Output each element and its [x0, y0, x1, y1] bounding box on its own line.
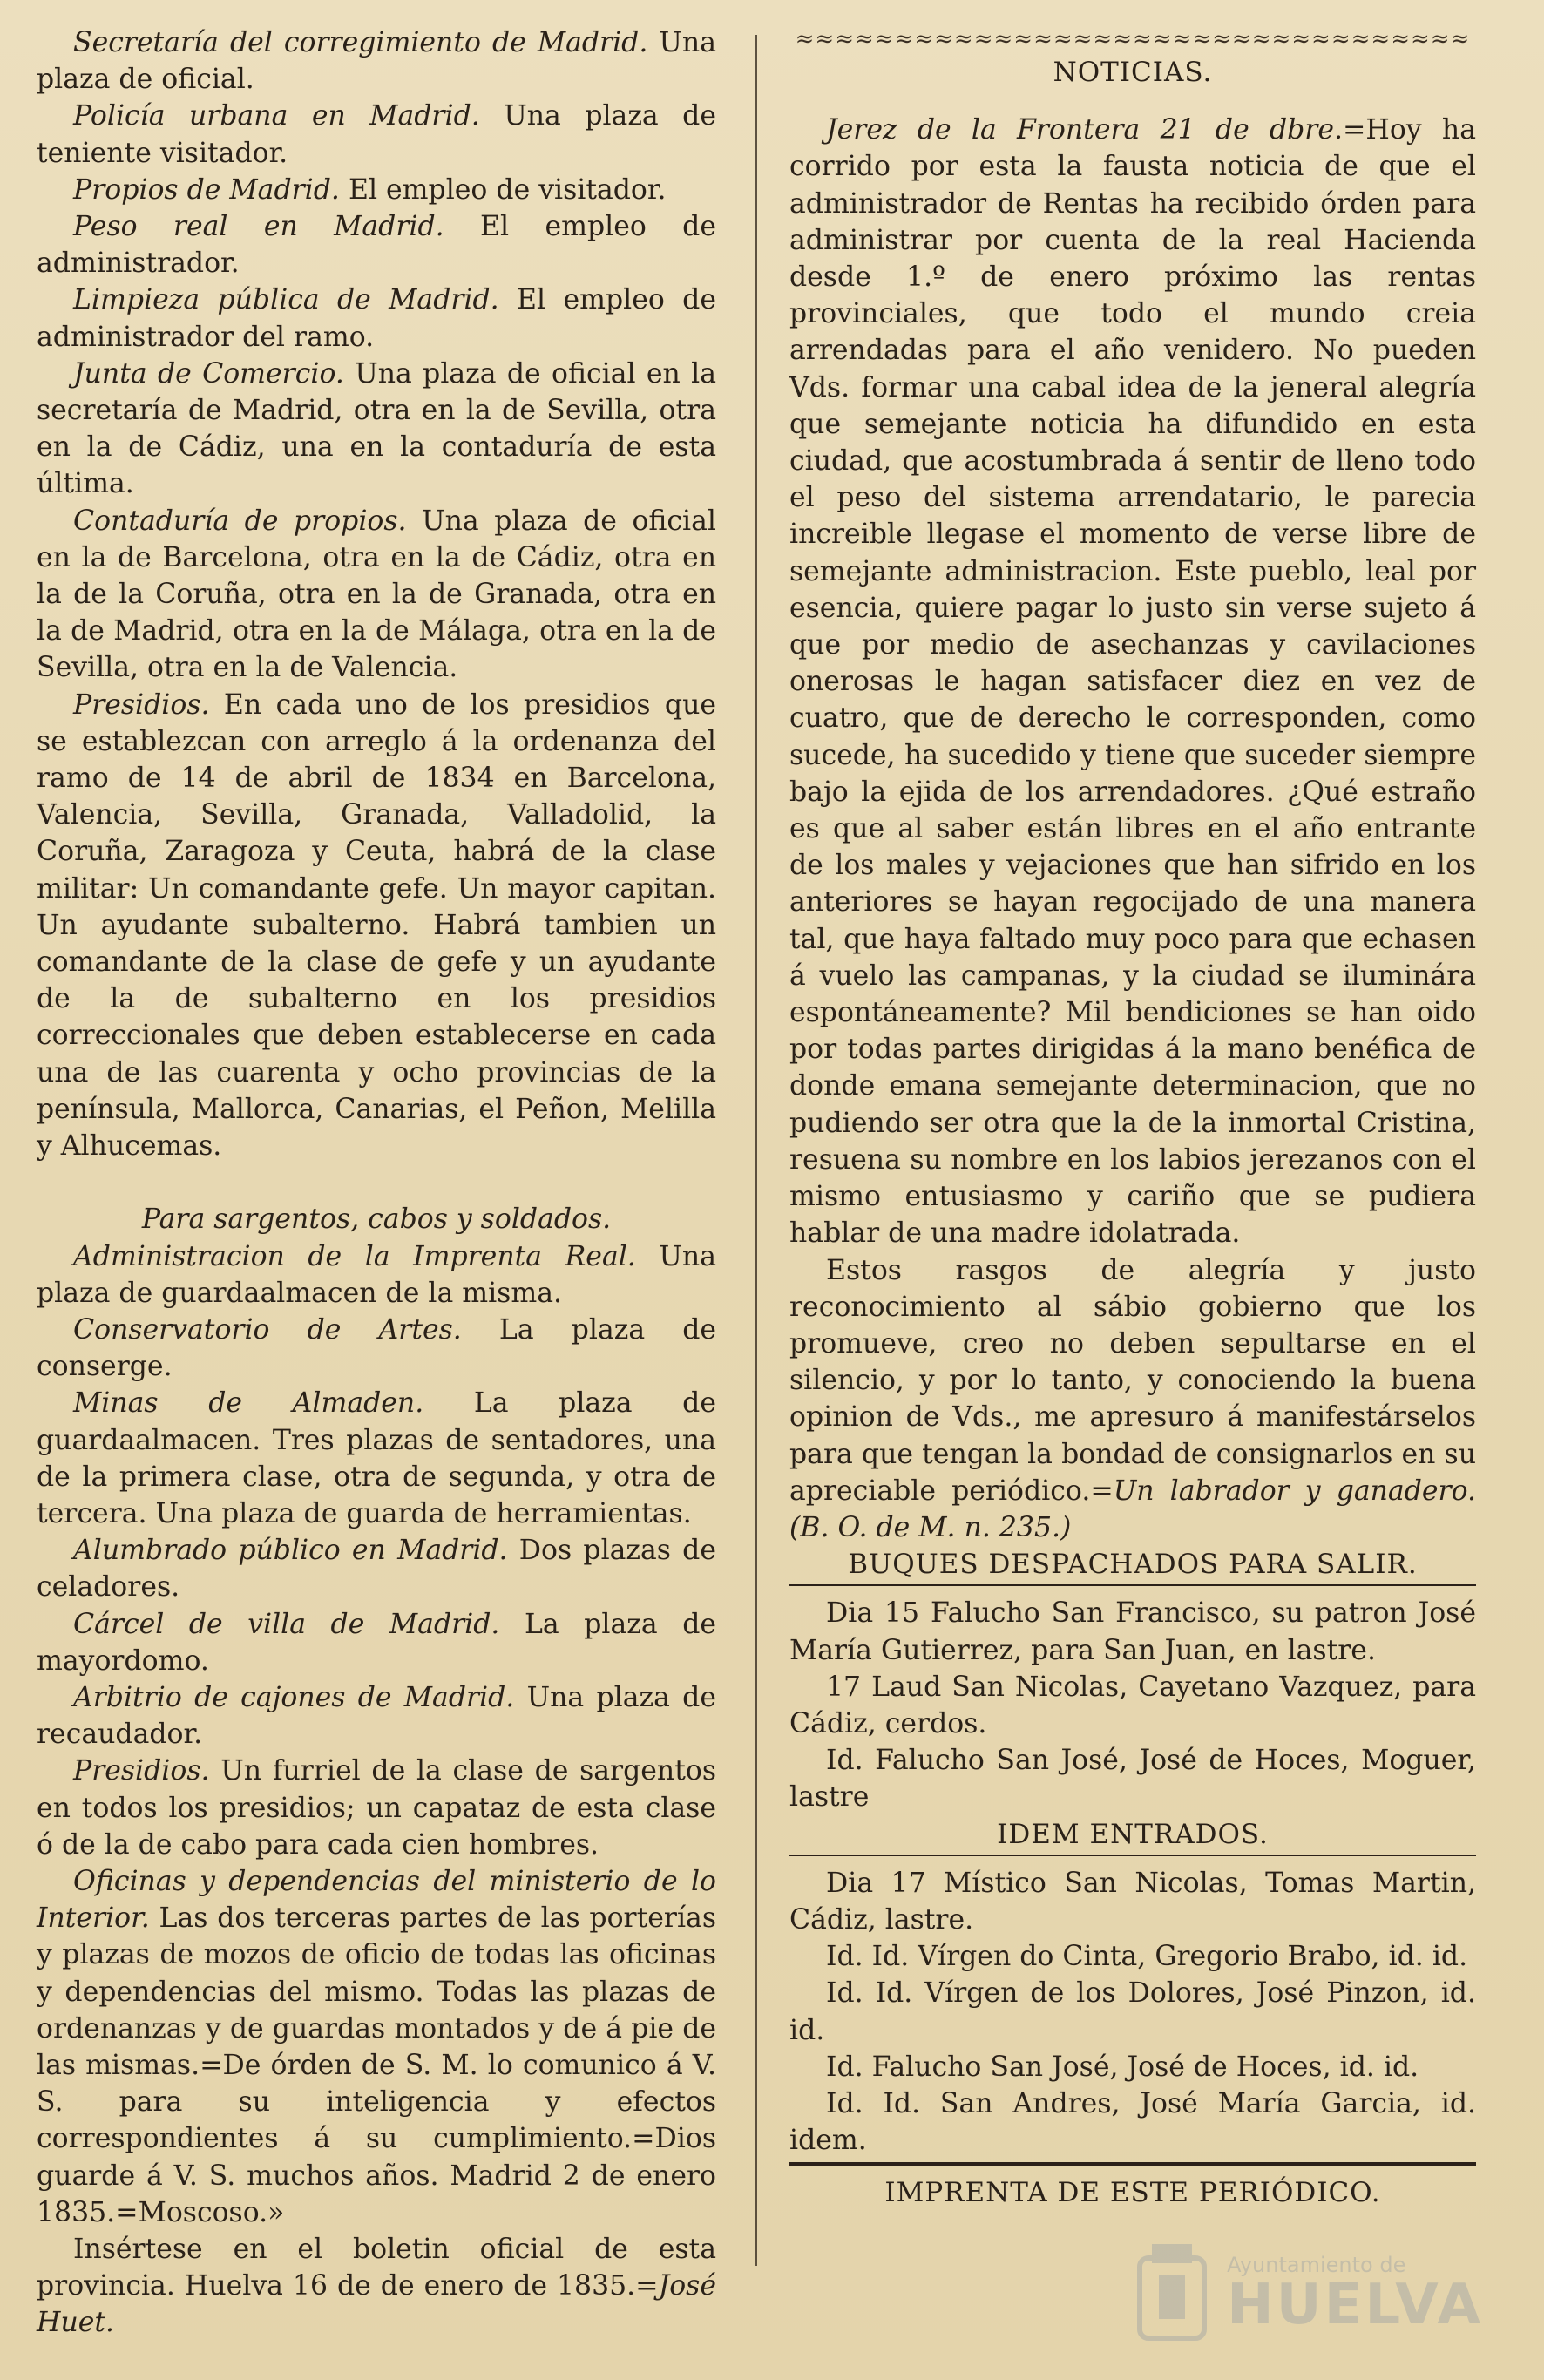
entry-presidios: [37, 687, 716, 1165]
entry-title: Junta de Comercio.: [73, 357, 344, 390]
column-divider: [755, 35, 757, 2266]
entry-title: Oficinas y dependencias del ministerio de lo Interior.: [37, 1865, 716, 1935]
ornamental-rule: ≈≈≈≈≈≈≈≈≈≈≈≈≈≈≈≈≈≈≈≈≈≈≈≈≈≈≈≈≈≈≈≈≈≈: [795, 26, 1471, 52]
entry-title: Minas de Almaden.: [73, 1387, 424, 1420]
ships-entered-heading: IDEM ENTRADOS.: [997, 1818, 1269, 1850]
entry-minas: [37, 1385, 716, 1532]
ship-entry: Id. Falucho San José, José de Hoces, Moguer, lastre: [789, 1745, 1476, 1814]
ship-entry: 17 Laud San Nicolas, Cayetano Vazquez, para Cádiz, cerdos.: [789, 1671, 1476, 1739]
entry-policia: [37, 98, 716, 171]
entry-text: La plaza de guardaalmacen. Tres plazas de sentadores, una de la primera clase, otra de segunda, y otra de tercera. Una plaza de guarda de herramientas.: [37, 1387, 716, 1529]
entry-title: Secretaría del corregimiento de Madrid.: [73, 27, 648, 58]
entry-text: Una plaza de recaudador.: [37, 1681, 716, 1751]
entry-text: El empleo de administrador del ramo.: [37, 284, 716, 353]
entry-text: El empleo de administrador.: [37, 211, 716, 280]
news-jerez: [789, 112, 1476, 1251]
noticias-heading: NOTICIAS.: [1053, 57, 1213, 88]
entry-text: Insértese en el boletin oficial de esta provincia. Huelva 16 de de enero de 1835.=: [37, 2233, 716, 2302]
news-text: Estos rasgos de alegría y justo reconocimiento al sábio gobierno que los promueve, creo no deben sepultarse en el silencio, y por lo tanto, y conociendo la buena opinion de Vds., me apresuro á manifestárselos para que tengan la bondad de consignarlos en su apreciable periódico.=: [789, 1254, 1476, 1507]
entry-text: Una plaza de oficial en la secretaría de Madrid, otra en la de Sevilla, otra en la de Cádiz, una en la contaduría de esta última.: [37, 357, 716, 500]
entry-title: Arbitrio de cajones de Madrid.: [73, 1681, 515, 1713]
entry-title: Policía urbana en Madrid.: [73, 100, 480, 132]
entry-text: Dos plazas de celadores.: [37, 1535, 716, 1604]
entry-text: Una plaza de oficial en la de Barcelona, otra en la de Cádiz, otra en la de la Coruña, otra en la de Granada, otra en la de Madrid, otra en la de Málaga, otra en la de Sevilla, otra en la de Valencia.: [37, 505, 716, 684]
watermark: [1133, 2241, 1483, 2345]
heading-rule: [789, 1855, 1476, 1856]
entry-imprenta-real: [37, 1238, 716, 1312]
ship-entry: Id. Id. Vírgen do Cinta, Gregorio Brabo, id. id.: [826, 1941, 1468, 1973]
entry-title: Alumbrado público en Madrid.: [73, 1535, 508, 1567]
ship-entry: Id. Id. San Andres, José María Garcia, id. idem.: [789, 2087, 1476, 2157]
left-column: [37, 24, 716, 2342]
ship-entry: Id. Id. Vírgen de los Dolores, José Pinzon, id. id.: [789, 1977, 1476, 2046]
right-column: [789, 24, 1476, 2212]
entry-text: Un furriel de la clase de sargentos en todos los presidios; un capataz de esta clase ó de la de cabo para cada cien hombres.: [37, 1755, 716, 1861]
entry-title: Peso real en Madrid.: [73, 211, 444, 243]
signature: José Huet.: [37, 2270, 716, 2339]
news-jerez-2: [789, 1252, 1476, 1547]
entry-insertese: [37, 2231, 716, 2342]
crest-icon: [1133, 2241, 1211, 2345]
entry-text: En cada uno de los presidios que se establezcan con arreglo á la ordenanza del ramo de 14 de abril de 1834 en Barcelona, Valencia, Sevilla, Granada, Valladolid, la Coruña, Zaragoza y Ceuta, habrá de la clase militar: Un comandante gefe. Un mayor capitan. Un ayudante subalterno. Habrá tambien un comandante de la clase de gefe y un ayudante de la de subalterno en los presidios correccionales que deben establecerse en cada una de las cuarenta y ocho provincias de la península, Mallorca, Canarias, el Peñon, Melilla y Alhucemas.: [37, 688, 716, 1163]
entry-propios: [37, 172, 716, 208]
news-signature: Un labrador y ganadero.: [1113, 1475, 1477, 1507]
entry-junta-comercio: [37, 356, 716, 503]
entry-secretaria: [37, 24, 716, 98]
news-text: =Hoy ha corrido por esta la fausta noticia de que el administrador de Rentas ha recibido órden para administrar por cuenta de la real Hacienda desde 1.º de enero próximo las rentas provinciales, que todo el mundo creia arrendadas para el año venidero. No pueden Vds. formar una cabal idea de la jeneral alegría que semejante noticia ha difundido en esta ciudad, que acostumbrada á sentir de lleno todo el peso del sistema arrendatario, le parecia increible llegase el momento de verse libre de semejante administracion. Este pueblo, leal por esencia, quiere pagar lo justo sin verse sujeto á que por medio de asechanzas y cavilaciones onerosas le hagan satisfacer diez en vez de cuatro, que de derecho le corresponden, como sucede, ha sucedido y tiene que suceder siempre bajo la ejida de los arrendadores. ¿Qué estraño es que al saber están libres en el año entrante de los males y vejaciones que han sifrido en los anteriores se hayan regocijado de una manera tal, que haya faltado muy poco para que echasen á vuelo las campanas, y la ciudad se iluminára espontáneamente? Mil bendiciones se han oido por todas partes dirigidas á la mano benéfica de donde emana semejante determinacion, que no pudiendo ser otra que la de la inmortal Cristina, resuena su nombre en los labios jerezanos con el mismo entusiasmo y cariño que se pudiera hablar de una madre idolatrada.: [789, 114, 1476, 1250]
entry-title: Limpieza pública de Madrid.: [73, 284, 499, 316]
heading-rule: [789, 1584, 1476, 1586]
entry-presidios-2: [37, 1753, 716, 1863]
entry-arbitrio: [37, 1679, 716, 1753]
entry-peso-real: [37, 208, 716, 281]
entry-title: Contaduría de propios.: [73, 505, 407, 537]
entry-title: Presidios.: [73, 688, 210, 721]
ship-entry: Id. Falucho San José, José de Hoces, id. id.: [826, 2051, 1419, 2083]
entry-text: El empleo de visitador.: [339, 173, 667, 206]
news-reference: (B. O. de M. n. 235.): [789, 1511, 1072, 1543]
entry-title: Administracion de la Imprenta Real.: [73, 1240, 636, 1272]
entry-text: Las dos terceras partes de las porterías y plazas de mozos de oficio de todas las oficinas y dependencias del mismo. Todas las plazas de ordenanzas y de guardas montados y de á pie de las mismas.=De órden de S. M. lo comunico á V. S. para su inteligencia y efectos correspondientes á su cumplimiento.=Dios guarde á V. S. muchos años. Madrid 2 de enero 1835.=Moscoso.»: [37, 1902, 716, 2228]
watermark-text: [1227, 2253, 1483, 2337]
ships-dispatched-heading: BUQUES DESPACHADOS PARA SALIR.: [848, 1549, 1418, 1581]
entry-text: La plaza de mayordomo.: [37, 1608, 716, 1677]
watermark-small: Ayuntamiento de: [1227, 2253, 1406, 2277]
entry-contaduria: [37, 503, 716, 687]
entry-text: Una plaza de oficial.: [37, 27, 716, 96]
entry-title: Conservatorio de Artes.: [73, 1313, 462, 1346]
entry-text: Una plaza de teniente visitador.: [37, 100, 716, 169]
entry-oficinas: [37, 1863, 716, 2231]
entry-text: La plaza de conserge.: [37, 1313, 717, 1383]
footer-rule: [789, 2162, 1476, 2166]
entry-conservatorio: [37, 1312, 716, 1385]
printer-footer: IMPRENTA DE ESTE PERIÓDICO.: [884, 2177, 1381, 2209]
entry-limpieza: [37, 281, 716, 355]
entry-carcel: [37, 1606, 716, 1679]
ship-entry: Dia 17 Místico San Nicolas, Tomas Martin, Cádiz, lastre.: [789, 1867, 1476, 1936]
entry-title: Cárcel de villa de Madrid.: [73, 1608, 500, 1640]
entry-title: Propios de Madrid.: [73, 173, 340, 206]
news-dateline: Jerez de la Frontera 21 de dbre.: [826, 114, 1344, 146]
watermark-big: HUELVA: [1227, 2273, 1483, 2337]
entry-alumbrado: [37, 1532, 716, 1605]
entry-text: Una plaza de guardaalmacen de la misma.: [37, 1240, 716, 1309]
sub-heading: Para sargentos, cabos y soldados.: [141, 1204, 612, 1236]
ship-entry: Dia 15 Falucho San Francisco, su patron José María Gutierrez, para San Juan, en lastre.: [789, 1597, 1476, 1666]
entry-title: Presidios.: [73, 1755, 210, 1787]
